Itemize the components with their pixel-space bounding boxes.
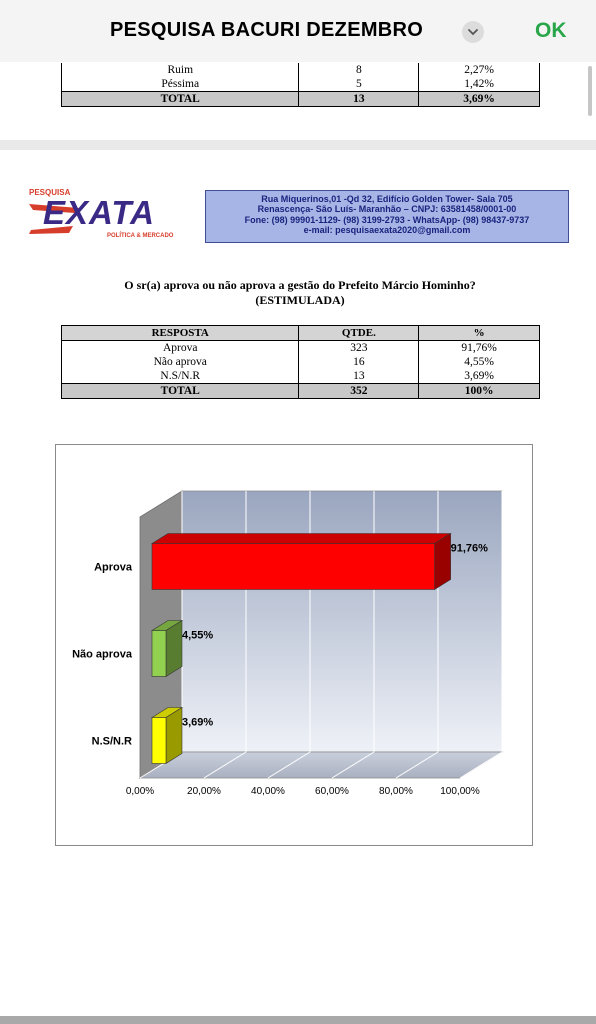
cell-label: Aprova: [62, 341, 299, 356]
results-table: [61, 325, 540, 399]
data-label: 91,76%: [450, 542, 488, 555]
previous-results-table: [61, 63, 540, 107]
chevron-down-icon[interactable]: [462, 21, 484, 43]
cell-label: N.S/N.R: [62, 369, 299, 384]
table-row: [62, 341, 540, 356]
scrollbar[interactable]: [588, 66, 592, 116]
bar-side-face: [166, 621, 182, 677]
logo-small-text: PESQUISA: [29, 188, 71, 197]
category-label: N.S/N.R: [91, 735, 132, 748]
chart-floor: [140, 752, 502, 778]
table-row: [62, 77, 540, 92]
category-label: Não aprova: [72, 648, 132, 661]
category-label: Aprova: [94, 561, 132, 574]
cell-pct: 100%: [419, 384, 540, 399]
chart-container: [55, 444, 533, 846]
cell-pct: 91,76%: [419, 341, 540, 356]
cell-pct: 3,69%: [419, 92, 540, 107]
address-line: Fone: (98) 99901-1129- (98) 3199-2793 - WhatsApp- (98) 98437-9737: [244, 214, 530, 225]
cell-qty: 13: [299, 369, 419, 384]
bar-1: [152, 631, 166, 677]
data-label: 4,55%: [182, 629, 214, 642]
bar-0: [152, 544, 435, 590]
cell-qty: 5: [299, 77, 419, 92]
cell-pct: 1,42%: [419, 77, 540, 92]
column-header: QTDE.: [299, 326, 419, 341]
table-row: [62, 63, 540, 77]
table-total-row: [62, 384, 540, 399]
cell-pct: 2,27%: [419, 63, 540, 77]
logo-main-text: EXATA: [43, 194, 155, 231]
cell-qty: 352: [299, 384, 419, 399]
x-tick-label: 40,00%: [251, 786, 285, 797]
address-line: e-mail: pesquisaexata2020@gmail.com: [303, 225, 471, 236]
cell-label: TOTAL: [62, 92, 299, 107]
question-text: O sr(a) aprova ou não aprova a gestão do Prefeito Márcio Hominho?: [124, 278, 476, 292]
x-tick-label: 60,00%: [315, 786, 349, 797]
cell-label: Ruim: [62, 63, 299, 77]
x-tick-label: 100,00%: [440, 786, 480, 797]
table-header-row: [62, 326, 540, 341]
page-separator: [0, 140, 596, 150]
cell-label: TOTAL: [62, 384, 299, 399]
cell-qty: 16: [299, 355, 419, 369]
address-box: [205, 190, 569, 243]
cell-label: Péssima: [62, 77, 299, 92]
cell-qty: 13: [299, 92, 419, 107]
cell-qty: 8: [299, 63, 419, 77]
question-subtitle: (ESTIMULADA): [255, 293, 345, 307]
cell-pct: 3,69%: [419, 369, 540, 384]
address-line: Rua Miquerinos,01 -Qd 32, Edifício Golden Tower- Sala 705: [261, 194, 513, 204]
table-row: [62, 355, 540, 369]
cell-qty: 323: [299, 341, 419, 356]
bar-side-face: [435, 534, 451, 590]
top-bar: [0, 0, 596, 62]
survey-question: [40, 278, 560, 308]
logo-sub-text: POLÍTICA & MERCADO: [107, 233, 174, 239]
bar-chart: [56, 445, 532, 845]
bar-2: [152, 718, 166, 764]
bar-side-face: [166, 708, 182, 764]
column-header: RESPOSTA: [62, 326, 299, 341]
exata-logo: [27, 188, 187, 244]
table-total-row: [62, 92, 540, 107]
x-tick-label: 80,00%: [379, 786, 413, 797]
cell-pct: 4,55%: [419, 355, 540, 369]
cell-label: Não aprova: [62, 355, 299, 369]
x-tick-label: 20,00%: [187, 786, 221, 797]
x-tick-label: 0,00%: [125, 786, 155, 797]
table-row: [62, 369, 540, 384]
data-label: 3,69%: [182, 716, 214, 729]
bottom-bar: [0, 1016, 596, 1024]
ok-button[interactable]: OK: [535, 19, 567, 42]
document-title[interactable]: PESQUISA BACURI DEZEMBRO: [110, 19, 424, 41]
column-header: %: [419, 326, 540, 341]
bar-top-face: [152, 534, 451, 544]
chart-back-wall: [182, 491, 502, 752]
address-line: Renascença- São Luís- Maranhão – CNPJ: 63581458/0001-00: [257, 204, 517, 215]
